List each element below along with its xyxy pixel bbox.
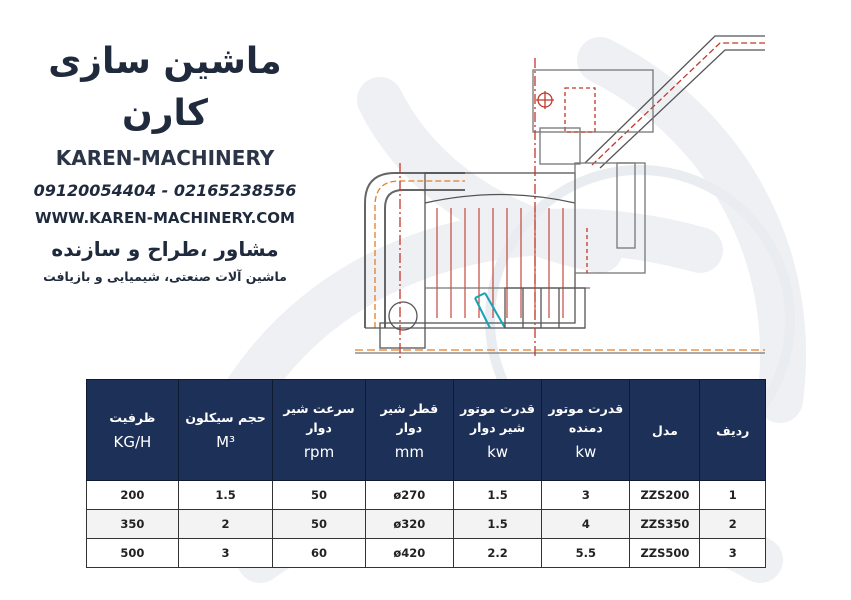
machine-technical-drawing — [355, 28, 775, 363]
table-cell: 3 — [542, 481, 630, 510]
column-header-label: حجم سیکلون — [185, 410, 266, 425]
column-header-label: قدرت موتور دمنده — [548, 400, 624, 435]
table-cell: ZZS500 — [630, 539, 700, 568]
table-cell: 3 — [700, 539, 766, 568]
table-cell: 50 — [273, 481, 365, 510]
table-cell: ZZS200 — [630, 481, 700, 510]
column-header-label: ظرفیت — [109, 410, 156, 425]
column-header-label: مدل — [652, 422, 678, 438]
column-header — [542, 380, 630, 481]
table-cell: 1 — [700, 481, 766, 510]
table-cell: 350 — [87, 510, 179, 539]
table-cell: 5.5 — [542, 539, 630, 568]
column-header-label: سرعت شیر دوار — [283, 400, 355, 435]
brand-website: WWW.KAREN-MACHINERY.COM — [35, 209, 295, 227]
table-header-row — [87, 380, 766, 481]
column-header — [365, 380, 453, 481]
table-cell: ø270 — [365, 481, 453, 510]
table-cell: 2 — [178, 510, 273, 539]
table-cell: 2 — [700, 510, 766, 539]
spec-table — [86, 379, 766, 568]
table-row — [87, 481, 766, 510]
table-row — [87, 510, 766, 539]
column-header — [178, 380, 273, 481]
table-cell: 4 — [542, 510, 630, 539]
table-cell: 2.2 — [453, 539, 541, 568]
table-cell: 50 — [273, 510, 365, 539]
table-cell: 1.5 — [453, 510, 541, 539]
column-header — [700, 380, 766, 481]
table-row — [87, 539, 766, 568]
brand-phones: 09120054404 - 02165238556 — [33, 181, 297, 200]
column-header — [87, 380, 179, 481]
table-cell: 60 — [273, 539, 365, 568]
table-cell: 1.5 — [178, 481, 273, 510]
column-header-label: قطر شیر دوار — [380, 400, 439, 435]
column-header-label: قدرت موتور شیر دوار — [460, 400, 535, 435]
brand-block — [30, 36, 300, 288]
column-header-unit: KG/H — [113, 433, 152, 451]
table-cell: 1.5 — [453, 481, 541, 510]
column-header-unit: kw — [575, 442, 597, 461]
column-header-unit: rpm — [303, 442, 335, 461]
table-cell: 200 — [87, 481, 179, 510]
table-cell: 3 — [178, 539, 273, 568]
column-header — [453, 380, 541, 481]
column-header-unit: mm — [394, 442, 424, 461]
table-cell: 500 — [87, 539, 179, 568]
column-header-label: ردیف — [716, 422, 750, 438]
table-cell: ø320 — [365, 510, 453, 539]
brand-title-en: KAREN-MACHINERY — [55, 146, 275, 170]
table-cell: ø420 — [365, 539, 453, 568]
column-header — [630, 380, 700, 481]
column-header — [273, 380, 365, 481]
brand-subtitle-fa: مشاور ،طراح و سازنده — [51, 237, 279, 261]
column-header-unit: M³ — [216, 433, 236, 451]
brand-title-fa: ماشین سازی کارن — [48, 41, 282, 134]
column-header-unit: kw — [487, 442, 509, 461]
brand-description-fa: ماشین آلات صنعتی، شیمیایی و بازیافت — [43, 269, 287, 284]
table-cell: ZZS350 — [630, 510, 700, 539]
